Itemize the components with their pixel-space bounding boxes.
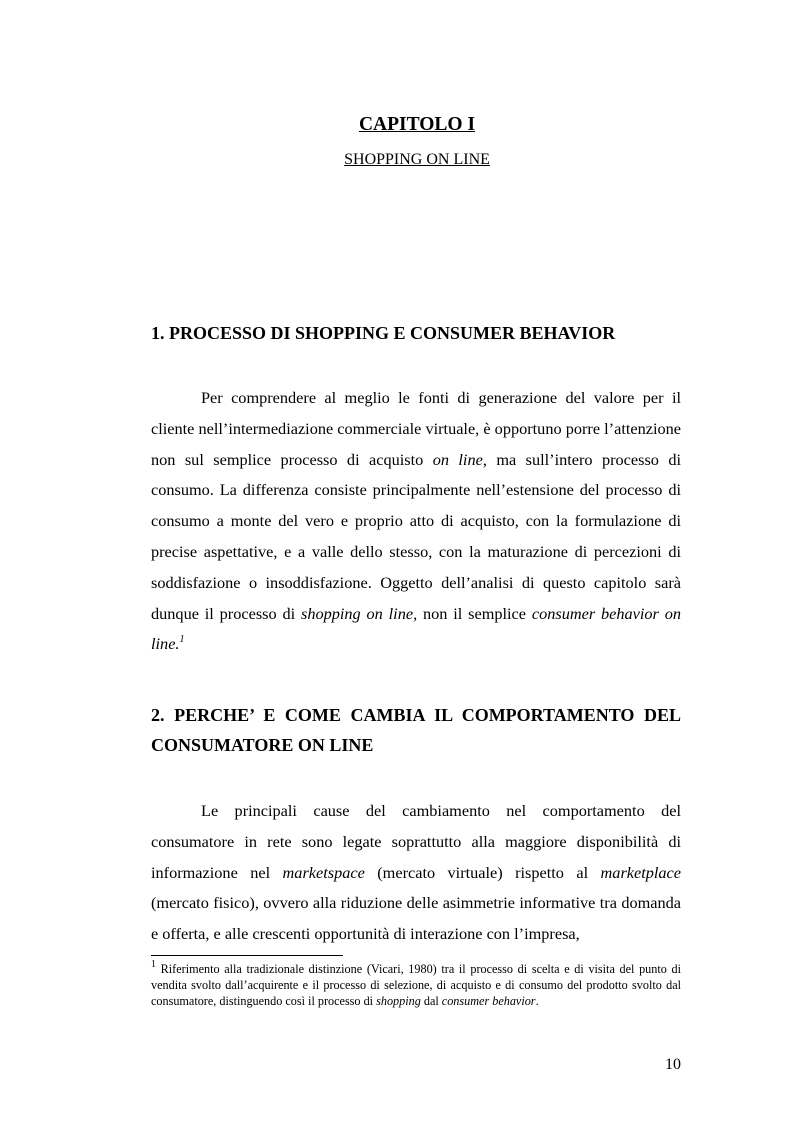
text-run: (mercato fisico), ovvero alla riduzione delle asimmetrie informative tra domanda e offerta, e alle crescenti opportunità di interazione con l’impresa, [151,893,681,944]
footnote-reference[interactable]: 1 [179,633,185,645]
chapter-subtitle: SHOPPING ON LINE [344,151,490,168]
text-run: . [535,994,539,1008]
text-run: , non il semplice [413,603,532,623]
section-1-heading: 1. PROCESSO DI SHOPPING E CONSUMER BEHAVIOR [151,323,616,343]
text-run: Per comprendere al meglio le fonti di generazione del valore per il cliente nell’intermediazione commerciale virtuale, è opportuno porre l’attenzione non sul semplice processo di acquisto [151,388,681,469]
section-1-paragraph [151,383,681,660]
italic-term: marketplace [600,862,682,882]
chapter-title: CAPITOLO I [358,114,476,135]
page-number: 10 [665,1056,681,1073]
footnote [151,958,681,1009]
italic-term: consumer behavior on line. [151,603,682,654]
italic-term: marketspace [282,862,365,882]
italic-term: consumer behavior [441,994,536,1008]
footnote-divider [151,955,343,956]
text-run: (mercato virtuale) rispetto al [364,862,601,882]
text-run: dal [420,994,442,1008]
italic-term: shopping on line [300,603,414,623]
text-run: , ma sull’intero processo di consumo. La differenza consiste principalmente nell’estensione del processo di consumo a monte del vero e proprio atto di acquisto, con la formulazione di precise aspettative, e a valle dello stesso, con la maturazione di percezioni di soddisfazione o insoddisfazione. Oggetto dell’analisi di questo capitolo sarà dunque il processo di [151,449,682,623]
italic-term: on line [432,449,483,469]
footnote-number: 1 [151,958,156,970]
section-2-paragraph [151,796,681,950]
italic-term: shopping [376,994,421,1008]
section-2-heading: 2. PERCHE’ E COME CAMBIA IL COMPORTAMENTO DEL CONSUMATORE ON LINE [151,705,681,755]
text-run: Le principali cause del cambiamento nel comportamento del consumatore in rete sono legate soprattutto alla maggiore disponibilità di informazione nel [151,801,681,882]
text-run: Riferimento alla tradizionale distinzione (Vicari, 1980) tra il processo di scelta e di visita del punto di vendita svolto dall’acquirente e il processo di selezione, di acquisto e di consumo del prodotto svolto dal consumatore, distinguendo così il processo di [151,962,681,1008]
